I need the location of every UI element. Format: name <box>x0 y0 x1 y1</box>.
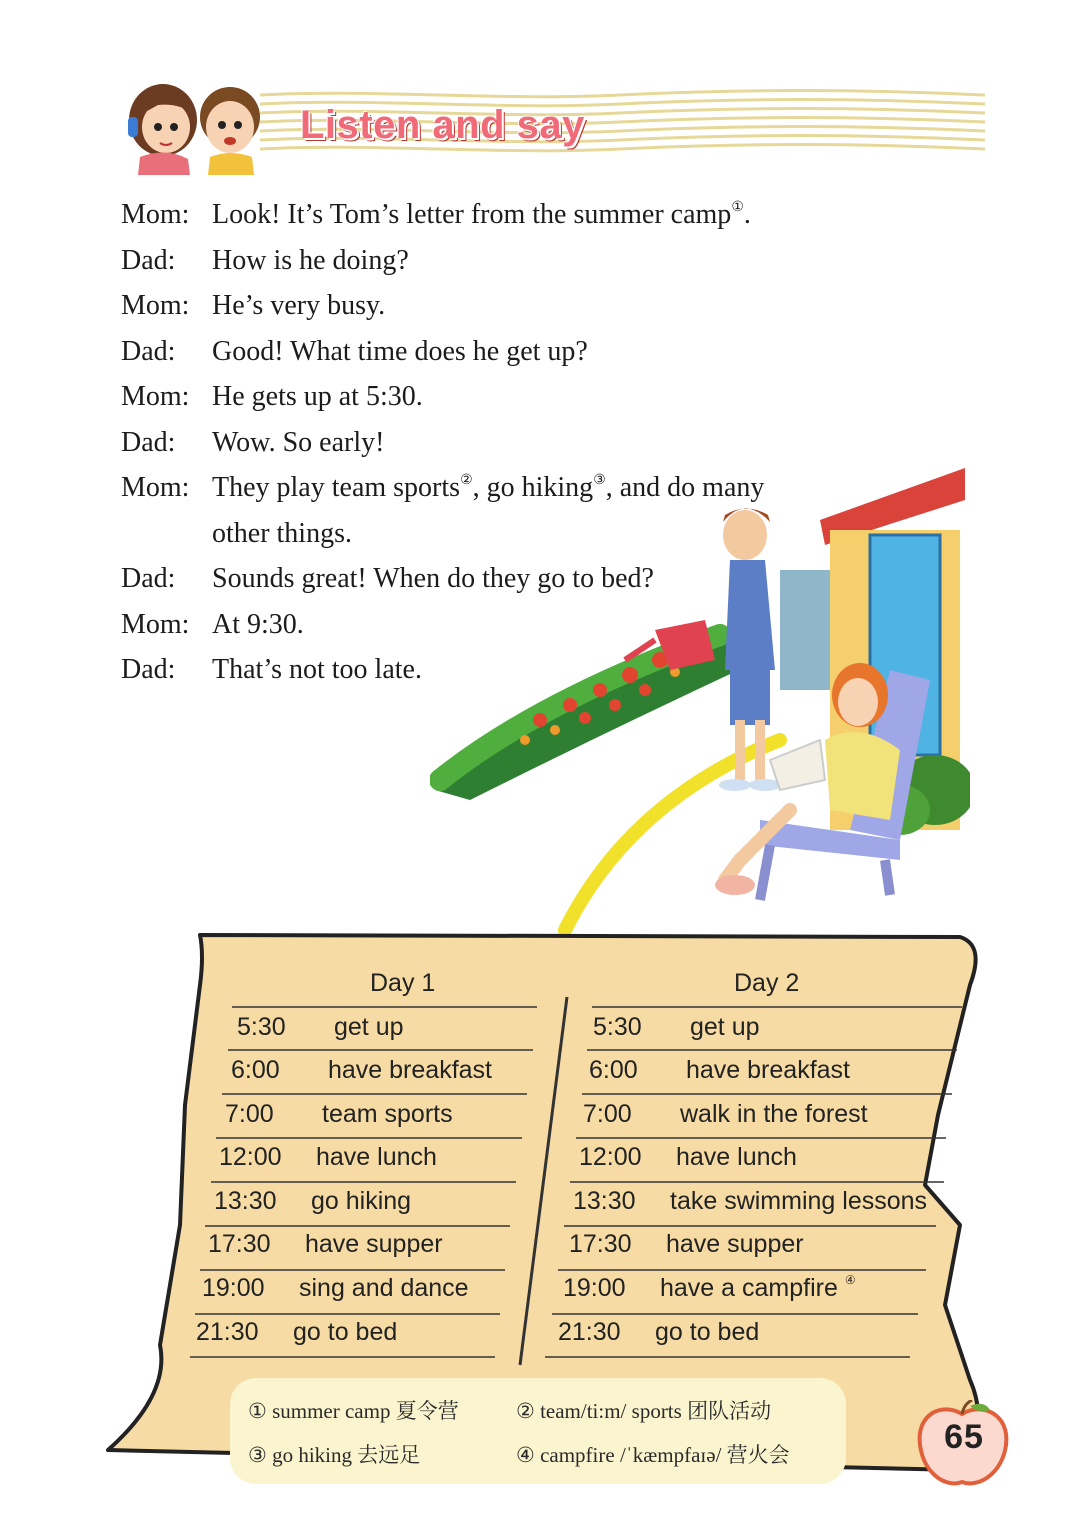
dialogue-text: That’s not too late. <box>212 654 422 685</box>
glossary-item: ② team/ti:m/ sports 团队活动 <box>516 1399 772 1423</box>
dialogue-text: Good! What time does he get up? <box>212 335 588 367</box>
dialogue-text: Look! It’s Tom’s letter from the summer camp①. <box>212 199 751 230</box>
speaker-label: Mom: <box>121 290 190 321</box>
speaker-label: Dad: <box>121 654 176 685</box>
page-title: Listen and say <box>300 103 585 147</box>
dialogue-text: How is he doing? <box>212 244 409 276</box>
speaker-label: Dad: <box>121 244 176 276</box>
dialogue-line <box>121 238 881 284</box>
dialogue-line <box>121 374 881 420</box>
dialogue-line <box>121 420 881 466</box>
dialogue-text: Wow. So early! <box>212 426 385 458</box>
dialogue-line <box>121 192 881 238</box>
footnote-marker: ③ <box>593 473 606 488</box>
glossary-box <box>230 1378 846 1484</box>
dialogue-text: other things. <box>212 517 352 549</box>
kids-listening-icon <box>118 75 278 175</box>
dialogue-line <box>121 329 881 375</box>
garden-scene-illustration <box>430 460 970 960</box>
speaker-label: Mom: <box>121 381 190 412</box>
dialogue-text: They play team sports②, go hiking③, and do many <box>212 472 765 503</box>
speaker-label: Mom: <box>121 608 190 640</box>
footnote-marker: ② <box>460 473 473 488</box>
dialogue-text: At 9:30. <box>212 608 304 640</box>
section-header <box>110 75 990 175</box>
dialogue-text: He gets up at 5:30. <box>212 381 423 412</box>
glossary-item: ① summer camp 夏令营 <box>248 1399 459 1423</box>
footnote-marker: ④ <box>844 1273 856 1287</box>
dialogue-text: Sounds great! When do they go to bed? <box>212 563 654 594</box>
glossary-item: ③ go hiking 去远足 <box>248 1443 421 1467</box>
speaker-label: Dad: <box>121 335 176 367</box>
footnote-marker: ① <box>731 200 744 215</box>
speaker-label: Dad: <box>121 426 176 458</box>
speaker-label: Dad: <box>121 563 176 594</box>
day1-title: Day 1 <box>370 969 436 997</box>
speaker-label: Mom: <box>121 199 190 230</box>
speaker-label: Mom: <box>121 472 190 503</box>
dialogue-line <box>121 283 881 329</box>
dialogue-text: He’s very busy. <box>212 290 386 321</box>
glossary-item: ④ campfire /ˈkæmpfaɪə/ 营火会 <box>516 1443 790 1467</box>
page-number: 65 <box>944 1418 984 1456</box>
day2-title: Day 2 <box>734 969 800 997</box>
